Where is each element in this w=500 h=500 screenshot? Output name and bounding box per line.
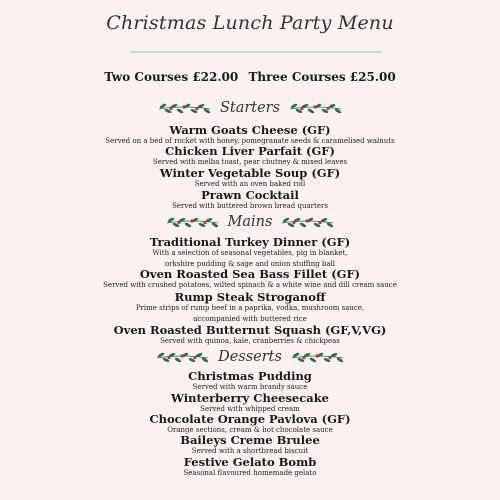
holly-garland-icon [280, 215, 335, 229]
dish-name: Festive Gelato Bomb [183, 455, 317, 469]
dish-description: orkshire pudding & sage and onion stuffing ball [164, 260, 336, 268]
dish-name: Rump Steak Stroganoff [174, 290, 326, 304]
price-line [0, 70, 500, 84]
dish-description: Served with warm brandy sauce [192, 383, 308, 391]
dish-description: Served on a bed of rocket with honey, pomegranate seeds & caramelised walnuts [105, 137, 395, 145]
starters-heading [0, 98, 500, 118]
dish-name: Oven Roasted Sea Bass Fillet (GF) [139, 267, 361, 281]
desserts-heading-label: Desserts [218, 349, 282, 365]
desserts-heading [0, 347, 500, 367]
dish-name: Winterberry Cheesecake [171, 391, 329, 405]
dish-name: Chicken Liver Parfait (GF) [165, 144, 335, 158]
menu-title: Christmas Lunch Party Menu [106, 12, 394, 34]
dish-name: Prawn Cocktail [201, 188, 299, 202]
dish-description: Seasonal flavoured homemade gelato [183, 469, 317, 477]
dish-name: Warm Goats Cheese (GF) [169, 123, 331, 137]
holly-garland-icon [288, 101, 343, 115]
dish-description: Served with crushed potatoes, wilted spinach & a white wine and dill cream sauce [103, 281, 397, 289]
holly-garland-icon [290, 350, 345, 364]
starters-heading-label: Starters [219, 100, 281, 116]
dish-description: Served with whipped cream [200, 405, 300, 413]
holly-garland-icon [157, 101, 212, 115]
dish-name: Chocolate Orange Pavlova (GF) [149, 412, 351, 426]
dish-description: Served with quinoa, kale, cranberries & chickpeas [160, 337, 340, 345]
dish-name: Winter Vegetable Soup (GF) [159, 166, 341, 180]
dish-name: Christmas Pudding [188, 369, 312, 383]
dish-name: Baileys Creme Brulee [180, 433, 320, 447]
holly-garland-icon [155, 350, 210, 364]
mains-heading [0, 212, 500, 232]
dish-description: Served with melba toast, pear chutney & mixed leaves [152, 158, 348, 166]
dish-name: Oven Roasted Butternut Squash (GF,V,VG) [113, 323, 387, 337]
dish-description: With a selection of seasonal vegetables, pig in blanket, [152, 249, 348, 257]
mains-heading-label: Mains [227, 214, 273, 230]
two-courses-price: Two Courses £22.00 [104, 70, 239, 84]
dish-description: Served with a shortbread biscuit [191, 447, 309, 455]
three-courses-price: Three Courses £25.00 [248, 70, 396, 84]
dish-description: Orange sections, cream & hot chocolate sauce [167, 426, 333, 434]
dish-name: Traditional Turkey Dinner (GF) [149, 235, 351, 249]
holly-garland-icon [165, 215, 220, 229]
dish-description: Served with an oven baked roll [194, 180, 306, 188]
dish-description: Prime strips of rump beef in a paprika, vodka, mushroom sauce, [135, 304, 365, 312]
dish-description: accompanied with buttered rice [193, 315, 307, 323]
dish-description: Served with buttered brown bread quarters [172, 202, 328, 210]
title-divider [130, 51, 382, 53]
